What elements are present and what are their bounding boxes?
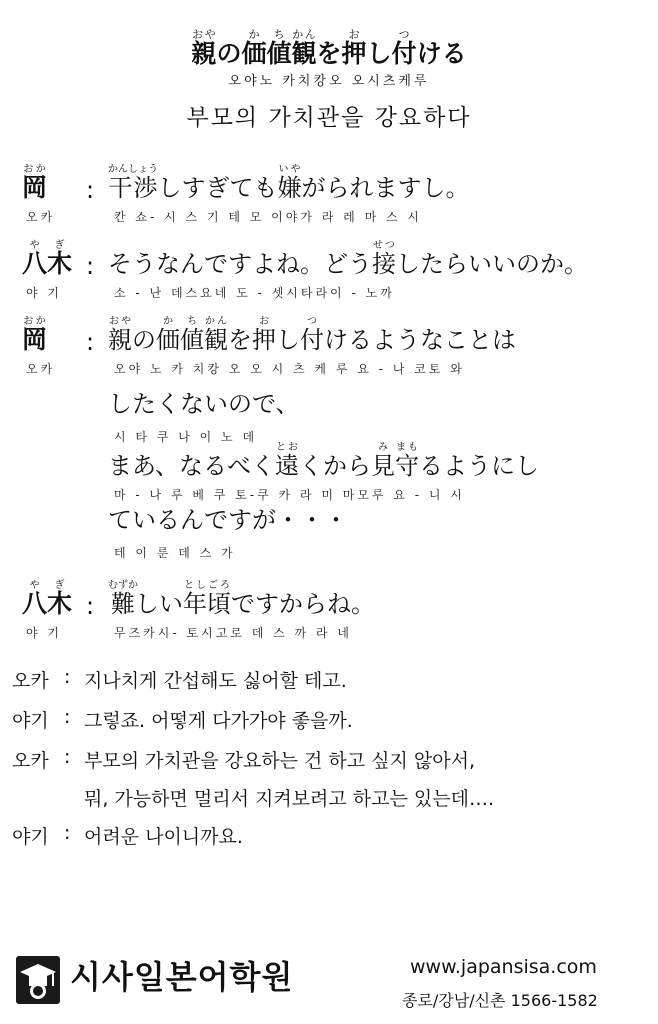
ruby-word: 押お <box>341 28 367 68</box>
furigana: つ <box>300 316 324 327</box>
ruby-word: 値ち <box>266 28 292 68</box>
japanese-line <box>108 240 588 279</box>
kana-text: そうなんですよね。どう <box>108 250 372 278</box>
speaker-colon: : <box>86 328 95 356</box>
ruby-word: 干渉かんしょう <box>108 164 158 202</box>
japanese-line <box>108 164 470 203</box>
japanese-line <box>108 500 348 535</box>
korean-pronunciation: 테 이 룬 데 스 가 <box>114 546 236 560</box>
ruby-word: 遠とお <box>275 442 300 480</box>
korean-pronunciation: 오야 노 카 치캉 오 오 시 츠 케 루 요 - 나 코토 와 <box>114 362 465 376</box>
japanese-line <box>108 316 516 355</box>
furigana: み <box>371 442 396 453</box>
speaker-name: 岡おか <box>22 316 48 354</box>
translation-speaker: 오카 <box>12 750 49 772</box>
kana-text: し <box>366 39 392 68</box>
speaker-pronunciation: 야 기 <box>26 626 62 640</box>
japanese-line <box>108 384 300 419</box>
speaker-colon: : <box>86 252 95 280</box>
furigana: まも <box>395 442 420 453</box>
furigana: お <box>341 28 367 41</box>
furigana: ち <box>180 316 204 327</box>
korean-pronunciation: 칸 쇼- 시 스 기 테 모 이야가 라 레 마 스 시 <box>114 210 422 224</box>
korean-pronunciation: 무즈카시- 토시고로 데 스 까 라 네 <box>114 626 352 640</box>
brand-name: 시사일본어학원 <box>70 958 294 996</box>
korean-pronunciation: 시 타 쿠 나 이 노 데 <box>114 430 258 444</box>
ruby-word: 嫌いや <box>277 164 302 202</box>
speaker-colon: : <box>86 176 95 204</box>
speaker-colon: : <box>86 592 95 620</box>
furigana: つ <box>391 28 417 41</box>
kana-text: の <box>216 39 242 68</box>
furigana: ち <box>266 28 292 41</box>
korean-pronunciation: 소 - 난 데스요네 도 - 셋시타라이 - 노까 <box>114 286 395 300</box>
furigana: かん <box>204 316 228 327</box>
title-japanese <box>0 28 658 70</box>
speaker-name: 岡おか <box>22 164 48 202</box>
ruby-word: 値ち <box>180 316 204 354</box>
translation-colon: : <box>64 666 71 688</box>
kana-text: しい <box>135 590 183 618</box>
korean-pronunciation: 마 - 나 루 베 쿠 토-쿠 카 라 미 마모루 요 - 니 시 <box>114 488 465 502</box>
japanese-line <box>108 580 375 619</box>
kana-text: を <box>316 39 342 68</box>
kana-text: るようにし <box>419 452 540 480</box>
furigana: としごろ <box>183 580 231 591</box>
furigana: か <box>156 316 180 327</box>
kana-text: ける <box>416 39 467 68</box>
japanese-line <box>108 442 539 481</box>
furigana: お <box>252 316 276 327</box>
ruby-word: 価か <box>156 316 180 354</box>
translation-colon: : <box>64 746 71 768</box>
kana-text: し <box>276 326 300 354</box>
kana-text: がられますし。 <box>301 174 470 202</box>
kana-text: ているんですが・・・ <box>108 506 348 534</box>
furigana: か <box>241 28 267 41</box>
ruby-word: 付つ <box>391 28 417 68</box>
ruby-word: 年頃としごろ <box>183 580 231 618</box>
kana-text: まあ、なるべく <box>108 452 276 480</box>
translation-text: 어려운 나이니까요. <box>84 826 243 848</box>
website-url[interactable]: www.japansisa.com <box>410 956 597 978</box>
kana-text: したくないので、 <box>108 390 300 418</box>
speaker-pronunciation: 오카 <box>26 210 56 224</box>
speaker-name: 八木やぎ <box>22 240 73 278</box>
speaker-pronunciation: 오카 <box>26 362 56 376</box>
ruby-word: 観かん <box>204 316 228 354</box>
furigana: むずか <box>108 580 138 591</box>
translation-speaker: 야기 <box>12 710 49 732</box>
ruby-word: 難むずか <box>108 580 138 618</box>
kana-text: くから <box>299 452 372 480</box>
translation-colon: : <box>64 706 71 728</box>
ruby-word: 観かん <box>291 28 317 68</box>
kana-text: けるようなことは <box>324 326 516 354</box>
translation-speaker: 오카 <box>12 670 49 692</box>
furigana: とお <box>275 442 300 453</box>
kana-text: の <box>132 326 156 354</box>
furigana: おや <box>191 28 217 41</box>
ruby-word: 価か <box>241 28 267 68</box>
translation-text: 부모의 가치관을 강요하는 건 하고 싶지 않아서, <box>84 750 476 772</box>
ruby-word: 守まも <box>395 442 420 480</box>
translation-speaker: 야기 <box>12 826 49 848</box>
ruby-word: 見み <box>371 442 396 480</box>
translation-text: 그렇죠. 어떻게 다가가야 좋을까. <box>84 710 353 732</box>
ruby-word: 押お <box>252 316 276 354</box>
graduation-cap-logo-icon <box>14 954 62 1006</box>
translation-text: 뭐, 가능하면 멀리서 지켜보려고 하고는 있는데…. <box>84 788 495 810</box>
furigana: かん <box>291 28 317 41</box>
kana-text: したらいいのか。 <box>396 250 588 278</box>
title-pronunciation: 오야노 카치캉오 오시츠케루 <box>228 74 430 89</box>
speaker-name: 八木やぎ <box>22 580 73 618</box>
furigana: おや <box>108 316 132 327</box>
title-korean: 부모의 가치관을 강요하다 <box>186 105 472 131</box>
furigana: かんしょう <box>108 164 158 175</box>
ruby-word: 付つ <box>300 316 324 354</box>
ruby-word: 親おや <box>191 28 217 68</box>
speaker-pronunciation: 야 기 <box>26 286 62 300</box>
translation-colon: : <box>64 822 71 844</box>
branch-phone: 종로/강남/신촌 1566-1582 <box>402 991 598 1010</box>
kana-text: しすぎても <box>157 174 278 202</box>
ruby-word: 親おや <box>108 316 132 354</box>
kana-text: ですからね。 <box>231 590 375 618</box>
kana-text: を <box>228 326 252 354</box>
furigana: いや <box>277 164 302 175</box>
ruby-word: 接せつ <box>372 240 396 278</box>
furigana: せつ <box>372 240 396 251</box>
translation-text: 지나치게 간섭해도 싫어할 테고. <box>84 670 347 692</box>
